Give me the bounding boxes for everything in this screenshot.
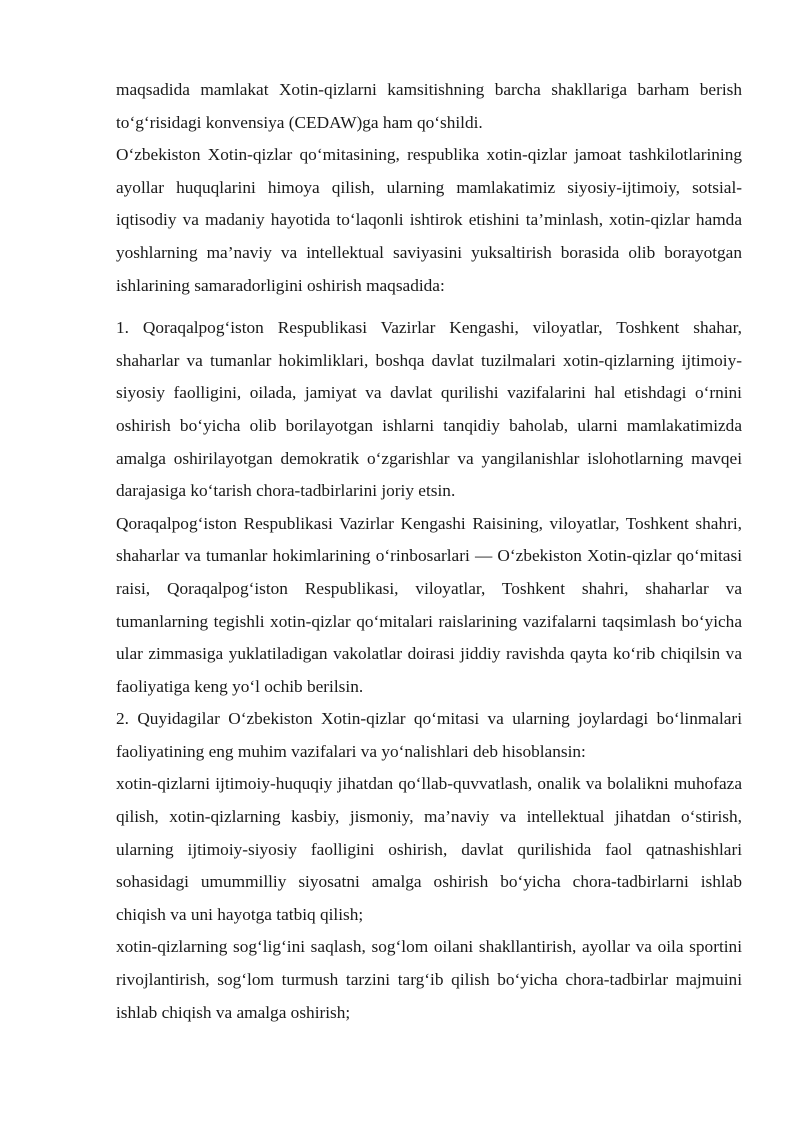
paragraph-item-2: 2. Quyidagilar O‘zbekiston Xotin-qizlar qo‘mitasi va ularning joylardagi bo‘linmalari faoliyatining eng muhim vazifalari va yo‘nalishlari deb hisoblansin:	[116, 709, 742, 761]
paragraph-purpose: O‘zbekiston Xotin-qizlar qo‘mitasining, respublika xotin-qizlar jamoat tashkilotlarining ayollar huquqlarini himoya qilish, ularning mamlakatimiz siyosiy-ijtimoiy, sotsial-iqtisodiy va madaniy hayotida to‘laqonli ishtirok etishini ta’minlash, xotin-qizlar hamda yoshlarning ma’naviy va intellektual saviyasini yuksaltirish borasida olib borayotgan ishlarining samaradorligini oshirish maqsadida:	[116, 145, 742, 295]
paragraph-item-1: 1. Qoraqalpog‘iston Respublikasi Vazirlar Kengashi, viloyatlar, Toshkent shahar, shaharlar va tumanlar hokimliklari, boshqa davlat tuzilmalari xotin-qizlarning ijtimoiy-siyosiy faolligini, oilada, jamiyat va davlat qurilishi vazifalarini hal etishdagi o‘rnini oshirish bo‘yicha olib borilayotgan ishlarni tanqidiy baholab, ularni mamlakatimizda amalga oshirilayotgan demokratik o‘zgarishlar va yangilanishlar islohotlarning mavqei darajasiga ko‘tarish chora-tadbirlarini joriy etsin.	[116, 318, 742, 501]
document-body	[116, 74, 742, 1029]
paragraph-social-support: xotin-qizlarni ijtimoiy-huquqiy jihatdan qo‘llab-quvvatlash, onalik va bolalikni muhofaza qilish, xotin-qizlarning kasbiy, jismoniy, ma’naviy va intellektual jihatdan o‘stirish, ularning ijtimoiy-siyosiy faolligini oshirish, davlat qurilishida faol qatnashishlari sohasidagi umummilliy siyosatni amalga oshirish bo‘yicha chora-tadbirlarni ishlab chiqish va uni hayotga tatbiq qilish;	[116, 774, 742, 924]
paragraph-cedaw: maqsadida mamlakat Xotin-qizlarni kamsitishning barcha shakllariga barham berish to‘g‘risidagi konvensiya (CEDAW)ga ham qo‘shildi.	[116, 80, 742, 132]
paragraph-deputies: Qoraqalpog‘iston Respublikasi Vazirlar Kengashi Raisining, viloyatlar, Toshkent shahri, shaharlar va tumanlar hokimlarining o‘rinbosarlari — O‘zbekiston Xotin-qizlar qo‘mitasi raisi, Qoraqalpog‘iston Respublikasi, viloyatlar, Toshkent shahri, shaharlar va tumanlarning tegishli xotin-qizlar qo‘mitalari raislarining vazifalarni taqsimlash bo‘yicha ular zimmasiga yuklatiladigan vakolatlar doirasi jiddiy ravishda qayta ko‘rib chiqilsin va faoliyatiga keng yo‘l ochib berilsin.	[116, 513, 742, 696]
paragraph-health: xotin-qizlarning sog‘lig‘ini saqlash, sog‘lom oilani shakllantirish, ayollar va oila sportini rivojlantirish, sog‘lom turmush tarzini targ‘ib qilish bo‘yicha chora-tadbirlar majmuini ishlab chiqish va amalga oshirish;	[116, 937, 742, 1022]
